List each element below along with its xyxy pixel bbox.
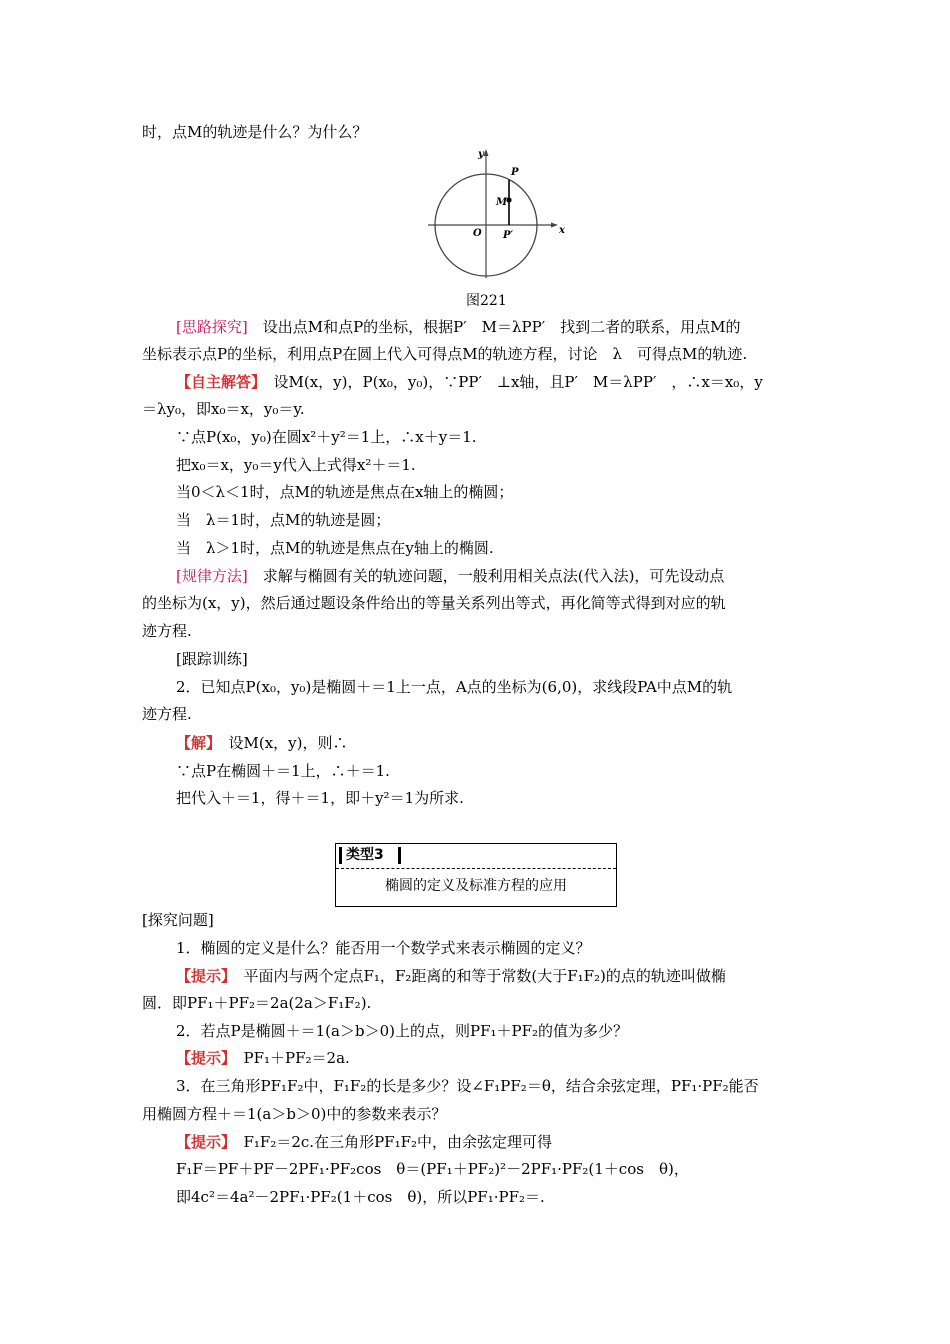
text-line-26: [176, 1048, 350, 1068]
text-line-13: 的坐标为(x，y)，然后通过题设条件给出的等量关系列出等式，再化简等式得到对应的轨: [142, 594, 726, 612]
text-line-15: [跟踪训练]: [176, 650, 248, 668]
line-text: 设M(x，y)，P(x₀，y₀)，∵PP′ ⊥x轴，且P′ M＝λPP′ ，∴x＝x₀，y: [258, 373, 763, 391]
section-tag: 【提示】: [176, 1133, 229, 1151]
text-line-30: F₁F＝PF＋PF－2PF₁·PF₂cos θ＝(PF₁＋PF₂)²－2PF₁·PF₂(1＋cos θ)，: [176, 1160, 689, 1178]
p-prime-label: P′: [503, 230, 514, 241]
type-label: 类型3: [346, 847, 384, 863]
text-line-25: 2．若点P是椭圆＋＝1(a＞b＞0)上的点，则PF₁＋PF₂的值为多少？: [176, 1022, 629, 1040]
type-box-title: 椭圆的定义及标准方程的应用: [385, 878, 567, 894]
type-box: [335, 843, 617, 907]
origin-label: O: [473, 228, 482, 239]
point-m: [506, 197, 511, 202]
text-line-11: 当 λ＞1时，点M的轨迹是焦点在y轴上的椭圆.: [176, 539, 494, 557]
line-text: 平面内与两个定点F₁，F₂距离的和等于常数(大于F₁F₂)的点的轨迹叫做椭: [228, 967, 726, 985]
text-line-17: 迹方程.: [142, 705, 192, 723]
text-line-8: 把x₀＝x，y₀＝y代入上式得x²＋＝1.: [176, 456, 416, 474]
circle-figure: [420, 143, 570, 283]
text-line-20: 把代入＋＝1，得＋＝1，即＋y²＝1为所求.: [176, 789, 464, 807]
line-text: PF₁＋PF₂＝2a.: [228, 1049, 350, 1067]
x-axis-arrow: [551, 223, 558, 228]
text-line-5: [176, 372, 763, 392]
text-line-7: ∵点P(x₀，y₀)在圆x²＋y²＝1上，∴x＋y＝1.: [176, 428, 477, 446]
text-line-18: [176, 733, 348, 753]
section-tag: [思路探究]: [176, 318, 248, 336]
text-line-6: ＝λy₀，即x₀＝x，y₀＝y.: [142, 400, 305, 418]
line-text: F₁F₂＝2c.在三角形PF₁F₂中，由余弦定理可得: [228, 1133, 553, 1151]
text-line-19: ∵点P在椭圆＋＝1上，∴＋＝1.: [176, 762, 390, 780]
figure-caption: 图221: [466, 293, 507, 309]
circle-diagram: [420, 143, 570, 283]
p-label: P: [511, 167, 519, 178]
line-text: 设M(x，y)，则∴: [213, 734, 348, 752]
text-line-21: [探究问题]: [142, 911, 214, 929]
text-line-3: [176, 317, 741, 337]
section-tag: 【解】: [176, 734, 214, 752]
bar-left: [339, 847, 342, 864]
text-line-29: [176, 1132, 552, 1152]
section-tag: [规律方法]: [176, 567, 248, 585]
y-label: y: [478, 149, 484, 160]
text-line-28: 用椭圆方程＋＝1(a＞b＞0)中的参数来表示？: [142, 1105, 447, 1123]
text-line-12: [176, 566, 724, 586]
line-text: 设出点M和点P的坐标，根据P′ M＝λPP′ 找到二者的联系，用点M的: [247, 318, 741, 336]
type-box-header: [336, 844, 616, 869]
text-line-31: 即4c²＝4a²－2PF₁·PF₂(1＋cos θ)，所以PF₁·PF₂＝.: [176, 1188, 545, 1206]
bar-right: [398, 847, 401, 864]
text-line-4: 坐标表示点P的坐标，利用点P在圆上代入可得点M的轨迹方程，讨论 λ 可得点M的轨迹.: [142, 345, 748, 363]
m-label: M: [496, 197, 508, 208]
text-line-16: 2．已知点P(x₀，y₀)是椭圆＋＝1上一点，A点的坐标为(6,0)，求线段PA中点M的轨: [176, 678, 733, 696]
text-line-1: 时，点M的轨迹是什么？为什么？: [142, 123, 368, 141]
line-text: 求解与椭圆有关的轨迹问题，一般利用相关点法(代入法)，可先设动点: [247, 567, 725, 585]
y-axis-arrow: [484, 149, 489, 156]
section-tag: 【自主解答】: [176, 373, 259, 391]
text-line-9: 当0＜λ＜1时，点M的轨迹是焦点在x轴上的椭圆；: [176, 483, 514, 501]
section-tag: 【提示】: [176, 967, 229, 985]
text-line-10: 当 λ＝1时，点M的轨迹是圆；: [176, 511, 391, 529]
section-tag: 【提示】: [176, 1049, 229, 1067]
text-line-24: 圆．即PF₁＋PF₂＝2a(2a＞F₁F₂).: [142, 994, 372, 1012]
text-line-23: [176, 966, 726, 986]
text-line-27: 3．在三角形PF₁F₂中，F₁F₂的长是多少？设∠F₁PF₂＝θ，结合余弦定理，PF₁·PF₂能否: [176, 1077, 759, 1095]
x-label: x: [559, 225, 565, 236]
text-line-14: 迹方程.: [142, 622, 192, 640]
text-line-22: 1．椭圆的定义是什么？能否用一个数学式来表示椭圆的定义？: [176, 939, 591, 957]
